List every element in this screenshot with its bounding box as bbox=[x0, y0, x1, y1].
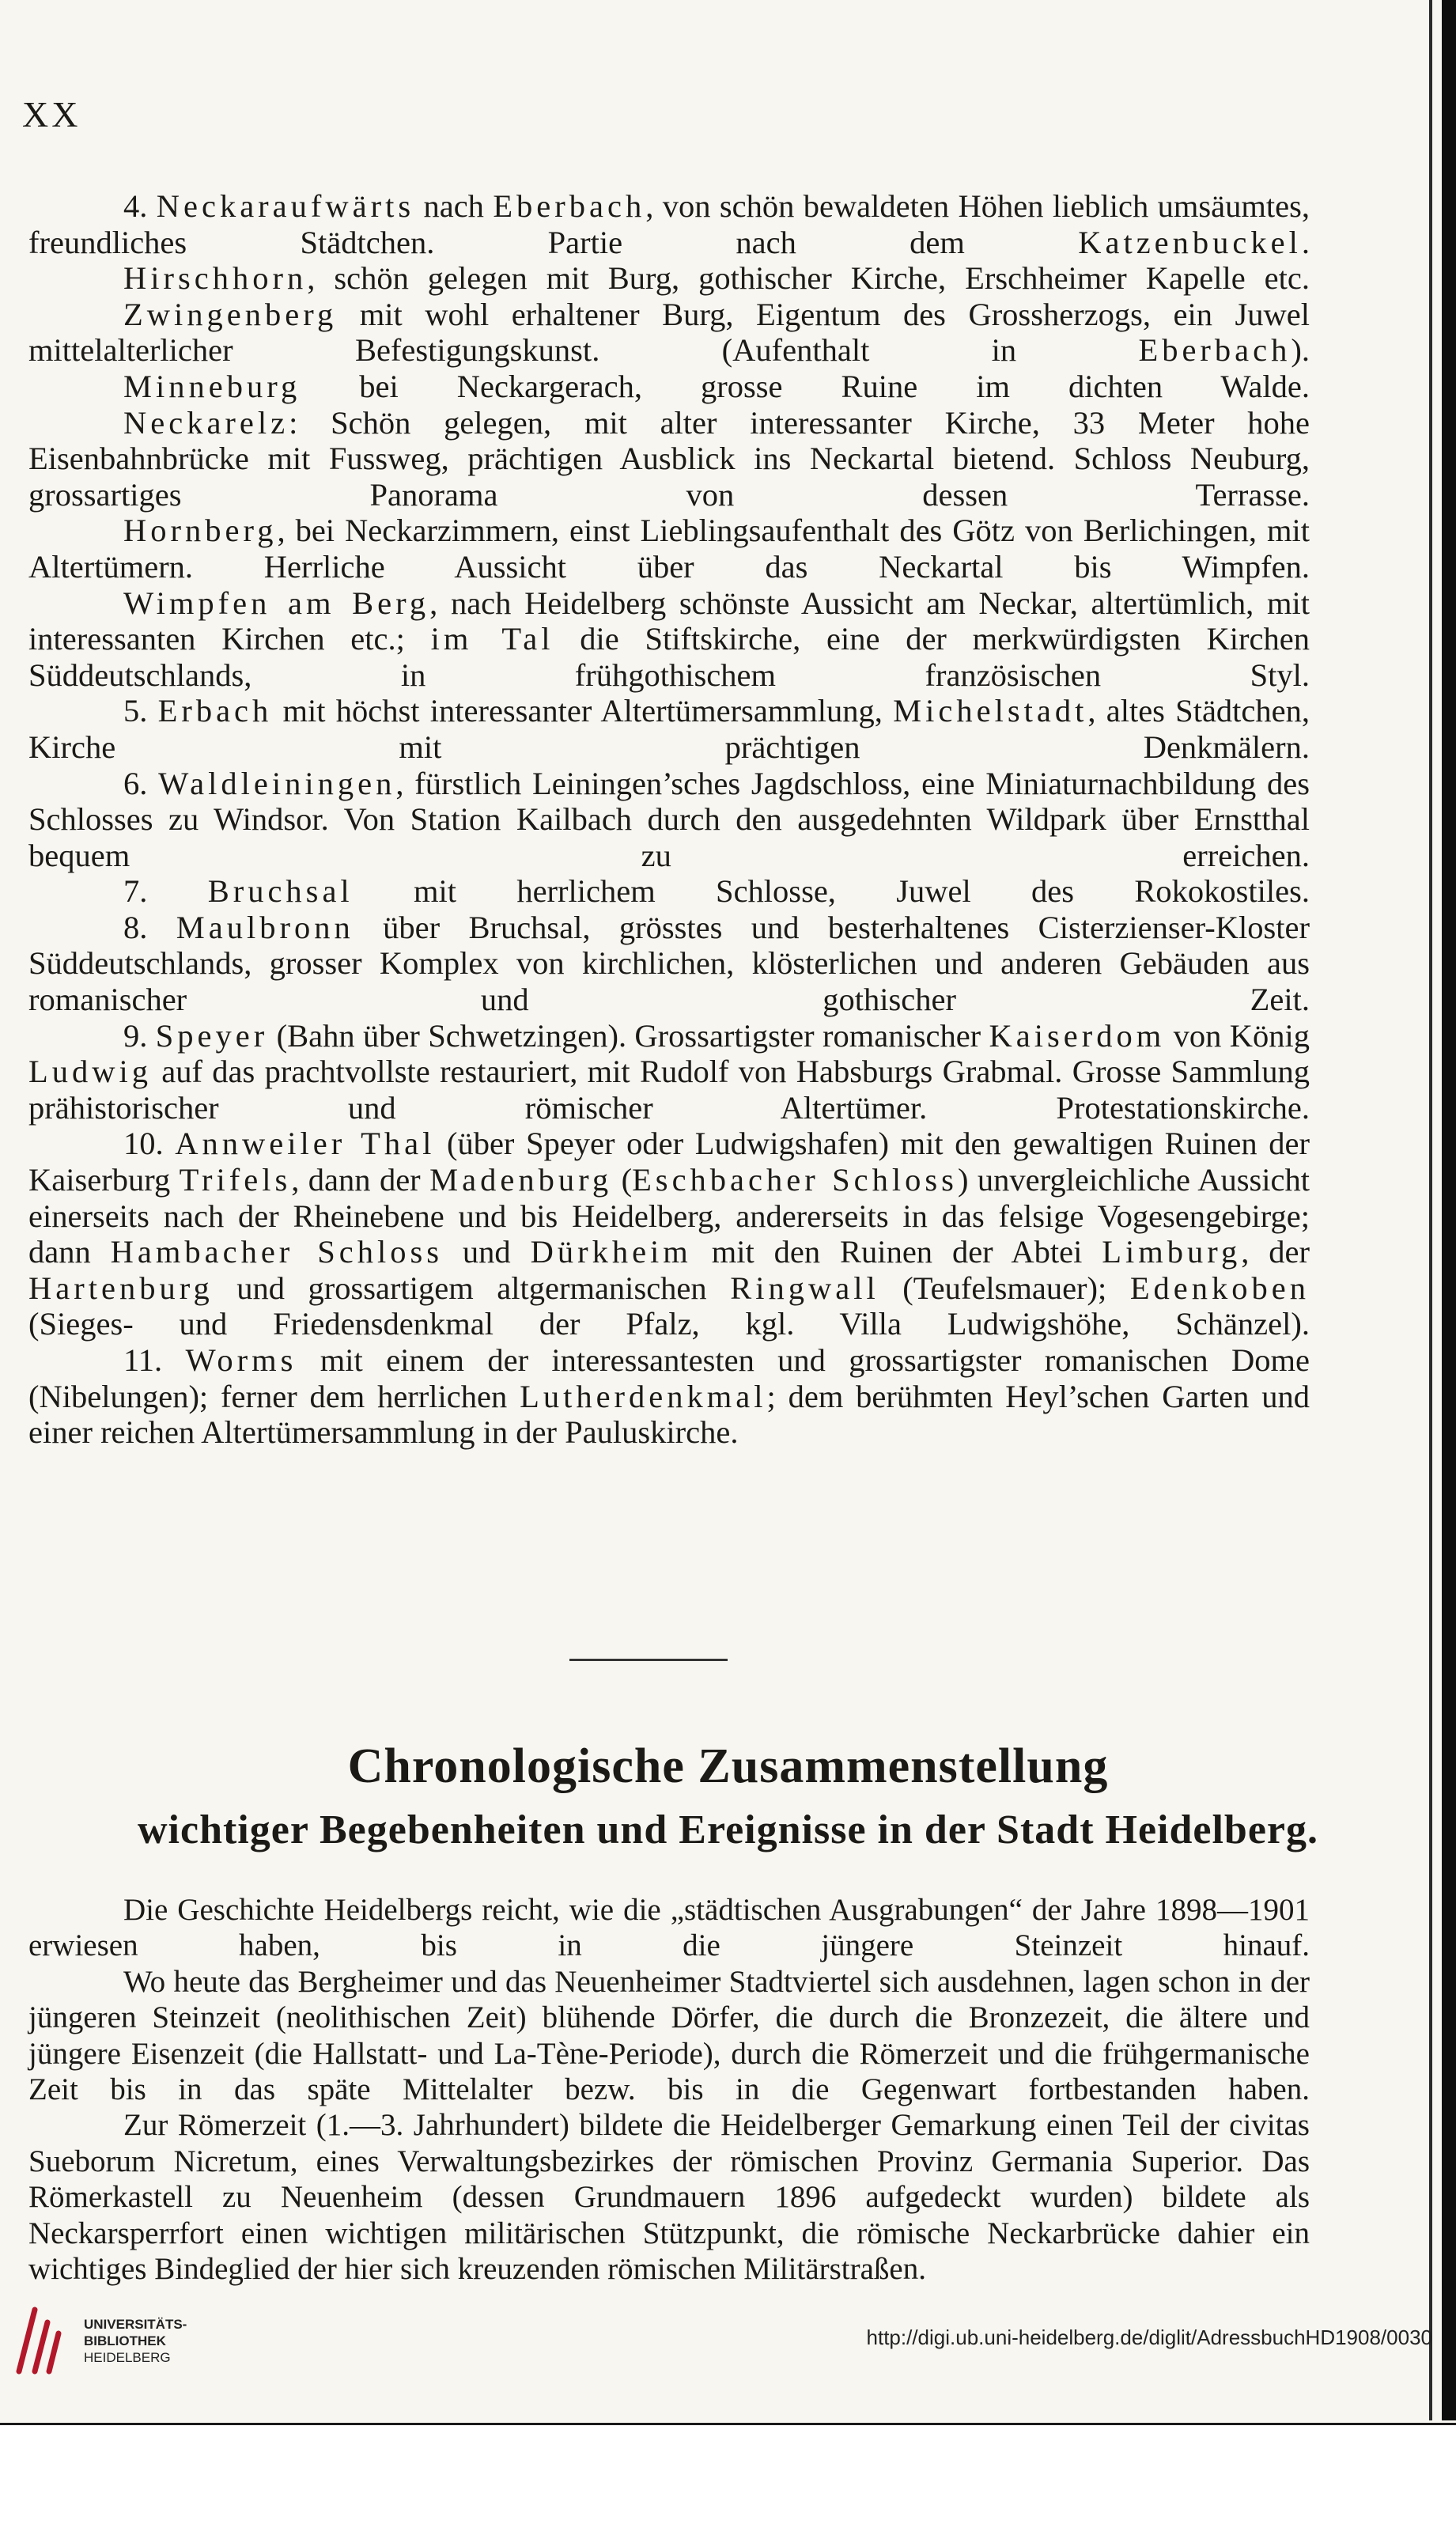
text-run: , dann der bbox=[291, 1162, 430, 1198]
place-name: Minneburg bbox=[123, 368, 301, 404]
text-run: , fürstlich Leiningen’sches Jagdschloss, eine Miniaturnachbildung des Schlosses zu Windsor. Von Station Kailbach durch den ausgedehnten Wildpark über Ernstthal bequem zu erreichen. bbox=[28, 765, 1310, 873]
place-name: Zwingenberg bbox=[123, 296, 338, 332]
place-name: Michelstadt bbox=[893, 693, 1088, 729]
place-name: Annweiler Thal bbox=[175, 1126, 436, 1162]
text-run: mit einem der interessantesten und grossartigster romanischen Dome (Nibelungen); ferner dem herrlichen bbox=[28, 1342, 1310, 1414]
list-item bbox=[28, 188, 1310, 260]
text-run: . bbox=[1301, 224, 1310, 260]
place-name: Edenkoben bbox=[1129, 1270, 1310, 1306]
text-run: ) unvergleichliche Aussicht einerseits nach der Rheinebene und bis Heidelberg, andererseits in das felsige Vogesengebirge; dann bbox=[28, 1162, 1310, 1270]
library-name bbox=[84, 2316, 187, 2366]
text-run: , schön gelegen mit Burg, gothischer Kirche, Erschheimer Kapelle etc. bbox=[307, 260, 1310, 297]
place-name: Ludwig bbox=[28, 1054, 152, 1090]
text-run: (Sieges- und Friedensdenkmal der Pfalz, kgl. Villa Ludwigshöhe, Schänzel). bbox=[28, 1306, 1310, 1342]
paragraph: Die Geschichte Heidelbergs reicht, wie die „städtischen Ausgrabungen“ der Jahre 1898—1901 erwiesen haben, bis in die jüngere Steinzeit hinauf. bbox=[28, 1893, 1310, 1963]
paragraph: Wo heute das Bergheimer und das Neuenheimer Stadtviertel sich ausdehnen, lagen schon in der jüngeren Steinzeit (neolithischen Zeit) blühende Dörfer, die durch die Bronzezeit, die ältere und jüngere Eisenzeit (die Hallstatt- und La-Tène-Periode), durch die Römerzeit und die frühgermanische Zeit bis in das späte Mittelalter bezw. bis in die Gegenwart fortbestanden haben. bbox=[28, 1964, 1310, 2107]
list-item bbox=[28, 1018, 1310, 1126]
place-name: Madenburg bbox=[429, 1162, 613, 1198]
text-run: 9. bbox=[123, 1017, 156, 1054]
text-run: 4. bbox=[123, 188, 157, 224]
place-name: Trifels bbox=[179, 1162, 292, 1198]
list-item bbox=[28, 585, 1310, 694]
place-name: Limburg bbox=[1102, 1234, 1242, 1270]
text-run: und grossartigem altgermanischen bbox=[213, 1270, 731, 1306]
text-run: über Bruchsal, grösstes und besterhaltenes Cisterzienser-Kloster Süddeutschlands, grosser Komplex von kirchlichen, klösterlichen und anderen Gebäuden aus romanischer und gothischer Zeit. bbox=[28, 909, 1310, 1018]
place-name: Maulbronn bbox=[176, 909, 354, 945]
list-item bbox=[28, 693, 1310, 765]
place-name: Kaiserdom bbox=[989, 1017, 1166, 1054]
text-run: , bei Neckarzimmern, einst Lieblingsaufenthalt des Götz von Berlichingen, mit Altertümern. Herrliche Aussicht über das Neckartal bis Wimpfen. bbox=[28, 513, 1310, 585]
section-divider bbox=[569, 1659, 728, 1661]
text-run: mit höchst interessanter Altertümersammlung, bbox=[272, 693, 894, 729]
text-run: 11. bbox=[123, 1342, 186, 1378]
place-name: Waldleiningen bbox=[158, 765, 396, 801]
place-name: Katzenbuckel bbox=[1078, 224, 1302, 260]
place-name: Ringwall bbox=[730, 1270, 879, 1306]
text-run: auf das prachtvollste restauriert, mit Rudolf von Habsburgs Grabmal. Grosse Sammlung prähistorischer und römischer Altertümer. Protestationskirche. bbox=[28, 1054, 1310, 1126]
list-item bbox=[28, 910, 1310, 1018]
place-name: Erbach bbox=[157, 693, 273, 729]
list-item bbox=[28, 766, 1310, 874]
text-run: 6. bbox=[123, 765, 159, 801]
text-run: 5. bbox=[123, 693, 158, 729]
place-name: Wimpfen am Berg bbox=[123, 585, 430, 621]
text-run: , nach Heidelberg schönste Aussicht am Neckar, altertümlich, mit interessanten Kirchen etc.; bbox=[28, 585, 1310, 657]
list-item bbox=[28, 297, 1310, 369]
place-name: im Tal bbox=[430, 621, 554, 657]
footer-bar bbox=[0, 2425, 1456, 2528]
text-run: mit den Ruinen der Abtei bbox=[691, 1234, 1102, 1270]
place-name: Hartenburg bbox=[28, 1270, 214, 1306]
place-name: Hornberg bbox=[123, 513, 278, 549]
paragraph: Zur Römerzeit (1.—3. Jahrhundert) bildete die Heidelberger Gemarkung einen Teil der civitas Sueborum Nicretum, eines Verwaltungsbezirkes der römischen Provinz Germania Superior. Das Römerkastell zu Neuenheim (dessen Grundmauern 1896 aufgedeckt wurden) bildete als Neckarsperrfort einen wichtigen militärischen Stützpunkt, die römische Neckarbrücke dahier ein wichtiges Bindeglied der hier sich kreuzenden römischen Militärstraßen. bbox=[28, 2108, 1310, 2287]
list-item bbox=[28, 369, 1310, 405]
place-name: Eberbach bbox=[1138, 332, 1291, 369]
list-item bbox=[28, 405, 1310, 513]
text-run: 7. bbox=[123, 873, 208, 910]
place-name: Neckarelz bbox=[123, 404, 289, 441]
text-run: die Stiftskirche, eine der merkwürdigsten Kirchen Süddeutschlands, in frühgothischem französischen Styl. bbox=[28, 621, 1310, 693]
chronology-subheading: wichtiger Begebenheiten und Ereignisse in der Stadt Heidelberg. bbox=[137, 1807, 1319, 1852]
text-run: ( bbox=[612, 1162, 633, 1198]
source-url-link[interactable]: http://digi.ub.uni-heidelberg.de/diglit/AdressbuchHD1908/0030 bbox=[866, 2326, 1432, 2349]
page-number: XX bbox=[22, 94, 81, 134]
place-name: Dürkheim bbox=[530, 1234, 692, 1270]
text-run: 8. bbox=[123, 909, 176, 945]
list-item bbox=[28, 1342, 1310, 1451]
text-run: nach bbox=[414, 188, 494, 224]
page-edge-line bbox=[1429, 0, 1432, 2420]
text-run: mit herrlichem Schlosse, Juwel des Rokokostiles. bbox=[353, 873, 1310, 910]
text-run: , altes Städtchen, Kirche mit prächtigen Denkmälern. bbox=[28, 693, 1310, 765]
library-line: HEIDELBERG bbox=[84, 2350, 171, 2365]
list-item bbox=[28, 513, 1310, 585]
library-line: UNIVERSITÄTS- bbox=[84, 2317, 187, 2332]
place-name: Eschbacher Schloss bbox=[632, 1162, 958, 1198]
text-run: 10. bbox=[123, 1126, 176, 1162]
text-run: und bbox=[443, 1234, 531, 1270]
library-line: BIBLIOTHEK bbox=[84, 2333, 166, 2348]
list-item bbox=[28, 1126, 1310, 1342]
place-name: Speyer bbox=[155, 1017, 269, 1054]
place-name: Hirschhorn bbox=[123, 260, 308, 297]
place-name: Neckaraufwärts bbox=[156, 188, 415, 224]
excursion-list bbox=[28, 188, 1310, 1451]
text-run: : Schön gelegen, mit alter interessanter Kirche, 33 Meter hohe Eisenbahnbrücke mit Fussweg, prächtigen Ausblick ins Neckartal bietend. Schloss Neuburg, grossartiges Panorama von dessen Terrasse. bbox=[28, 404, 1310, 513]
university-library-logo-icon bbox=[11, 2299, 79, 2382]
place-name: Worms bbox=[185, 1342, 297, 1378]
text-run: (Teufelsmauer); bbox=[879, 1270, 1130, 1306]
text-run: , von schön bewaldeten Höhen lieblich umsäumtes, freundliches Städtchen. Partie nach dem bbox=[28, 188, 1310, 260]
place-name: Lutherdenkmal bbox=[520, 1378, 767, 1414]
chronology-heading: Chronologische Zusammenstellung bbox=[347, 1739, 1109, 1793]
text-run: ). bbox=[1291, 332, 1310, 369]
text-run: (Bahn über Schwetzingen). Grossartigster romanischer bbox=[268, 1017, 989, 1054]
text-run: von König bbox=[1165, 1017, 1310, 1054]
chronology-text bbox=[28, 1892, 1310, 2287]
text-run: (über Speyer oder Ludwigshafen) mit den gewaltigen Ruinen der Kaiserburg bbox=[28, 1126, 1310, 1198]
place-name: Hambacher Schloss bbox=[110, 1234, 443, 1270]
text-run: ; dem berühmten Heyl’schen Garten und einer reichen Altertümersammlung in der Pauluskirche. bbox=[28, 1378, 1310, 1451]
place-name: Bruchsal bbox=[207, 873, 354, 910]
list-item bbox=[28, 260, 1310, 297]
list-item bbox=[28, 873, 1310, 910]
text-run: bei Neckargerach, grosse Ruine im dichten Walde. bbox=[301, 368, 1310, 404]
text-run: , der bbox=[1241, 1234, 1310, 1270]
text-run: mit wohl erhaltener Burg, Eigentum des Grossherzogs, ein Juwel mittelalterlicher Befestigungskunst. (Aufenthalt in bbox=[28, 296, 1310, 369]
page-edge-bar bbox=[1442, 0, 1456, 2420]
place-name: Eberbach bbox=[493, 188, 646, 224]
